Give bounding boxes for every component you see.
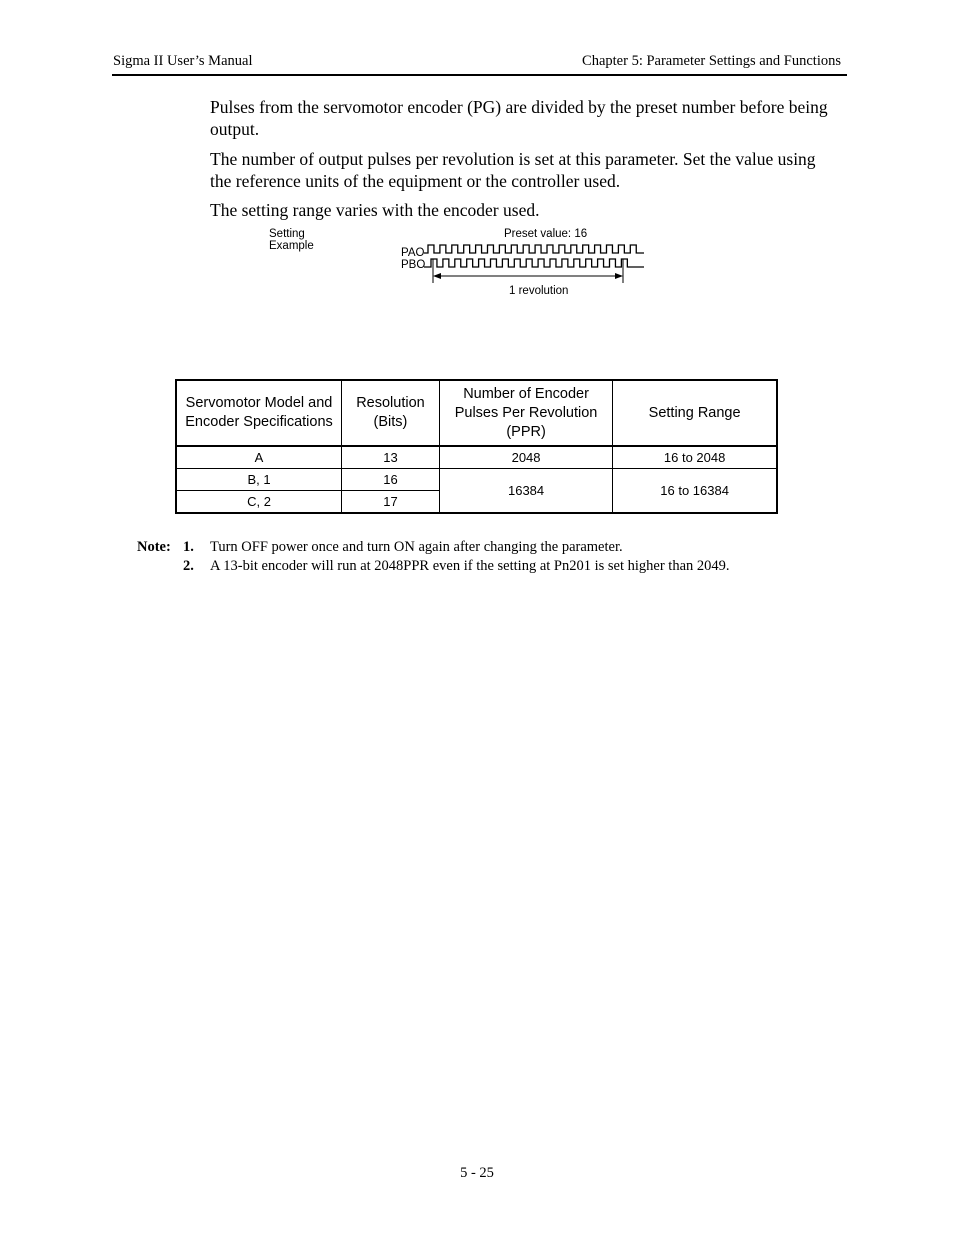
header-manual-title: Sigma II User’s Manual [113, 53, 253, 69]
left-arrowhead [433, 273, 441, 279]
pao-label: PAO [401, 247, 425, 259]
note-number-1: 1. [183, 539, 194, 555]
figure-label [269, 228, 314, 252]
note-text-1: Turn OFF power once and turn ON again after changing the parameter. [210, 539, 623, 555]
cell-model: A [176, 446, 342, 469]
preset-value-label: Preset value: 16 [504, 228, 588, 240]
table-row [176, 469, 777, 491]
pbo-label: PBO [401, 259, 426, 271]
note-number-2: 2. [183, 558, 194, 574]
cell-resolution: 17 [342, 491, 440, 514]
note-text-2: A 13-bit encoder will run at 2048PPR even if the setting at Pn201 is set higher than 2049. [210, 558, 730, 574]
pulse-timing-diagram [380, 222, 670, 304]
figure-label-line1: Setting [269, 228, 305, 240]
table-header-row [176, 380, 777, 446]
page-number: 5 - 25 [460, 1165, 494, 1181]
header-ppr: Number of Encoder Pulses Per Revolution (PPR) [439, 380, 612, 446]
cell-resolution: 13 [342, 446, 440, 469]
note-label: Note: [137, 539, 171, 555]
cell-range: 16 to 2048 [613, 446, 777, 469]
table-row [176, 446, 777, 469]
cell-ppr: 16384 [439, 469, 612, 514]
cell-range: 16 to 16384 [613, 469, 777, 514]
pbo-waveform [424, 259, 644, 267]
cell-ppr: 2048 [439, 446, 612, 469]
right-arrowhead [615, 273, 623, 279]
paragraph-2: The number of output pulses per revolution is set at this parameter. Set the value using the reference units of the equipment or the controller used. [210, 149, 816, 191]
paragraph-1: Pulses from the servomotor encoder (PG) are divided by the preset number before being output. [210, 97, 828, 139]
header-chapter-title: Chapter 5: Parameter Settings and Functions [582, 53, 841, 69]
revolution-label: 1 revolution [509, 285, 569, 297]
header-rule [112, 74, 847, 76]
cell-model: B, 1 [176, 469, 342, 491]
figure-label-line2: Example [269, 240, 314, 252]
header-model: Servomotor Model and Encoder Specifications [176, 380, 342, 446]
cell-resolution: 16 [342, 469, 440, 491]
paragraph-3: The setting range varies with the encoder used. [210, 200, 540, 220]
pao-waveform [424, 245, 644, 253]
cell-model: C, 2 [176, 491, 342, 514]
encoder-table [175, 379, 778, 514]
header-resolution: Resolution (Bits) [342, 380, 440, 446]
header-setting-range: Setting Range [613, 380, 777, 446]
